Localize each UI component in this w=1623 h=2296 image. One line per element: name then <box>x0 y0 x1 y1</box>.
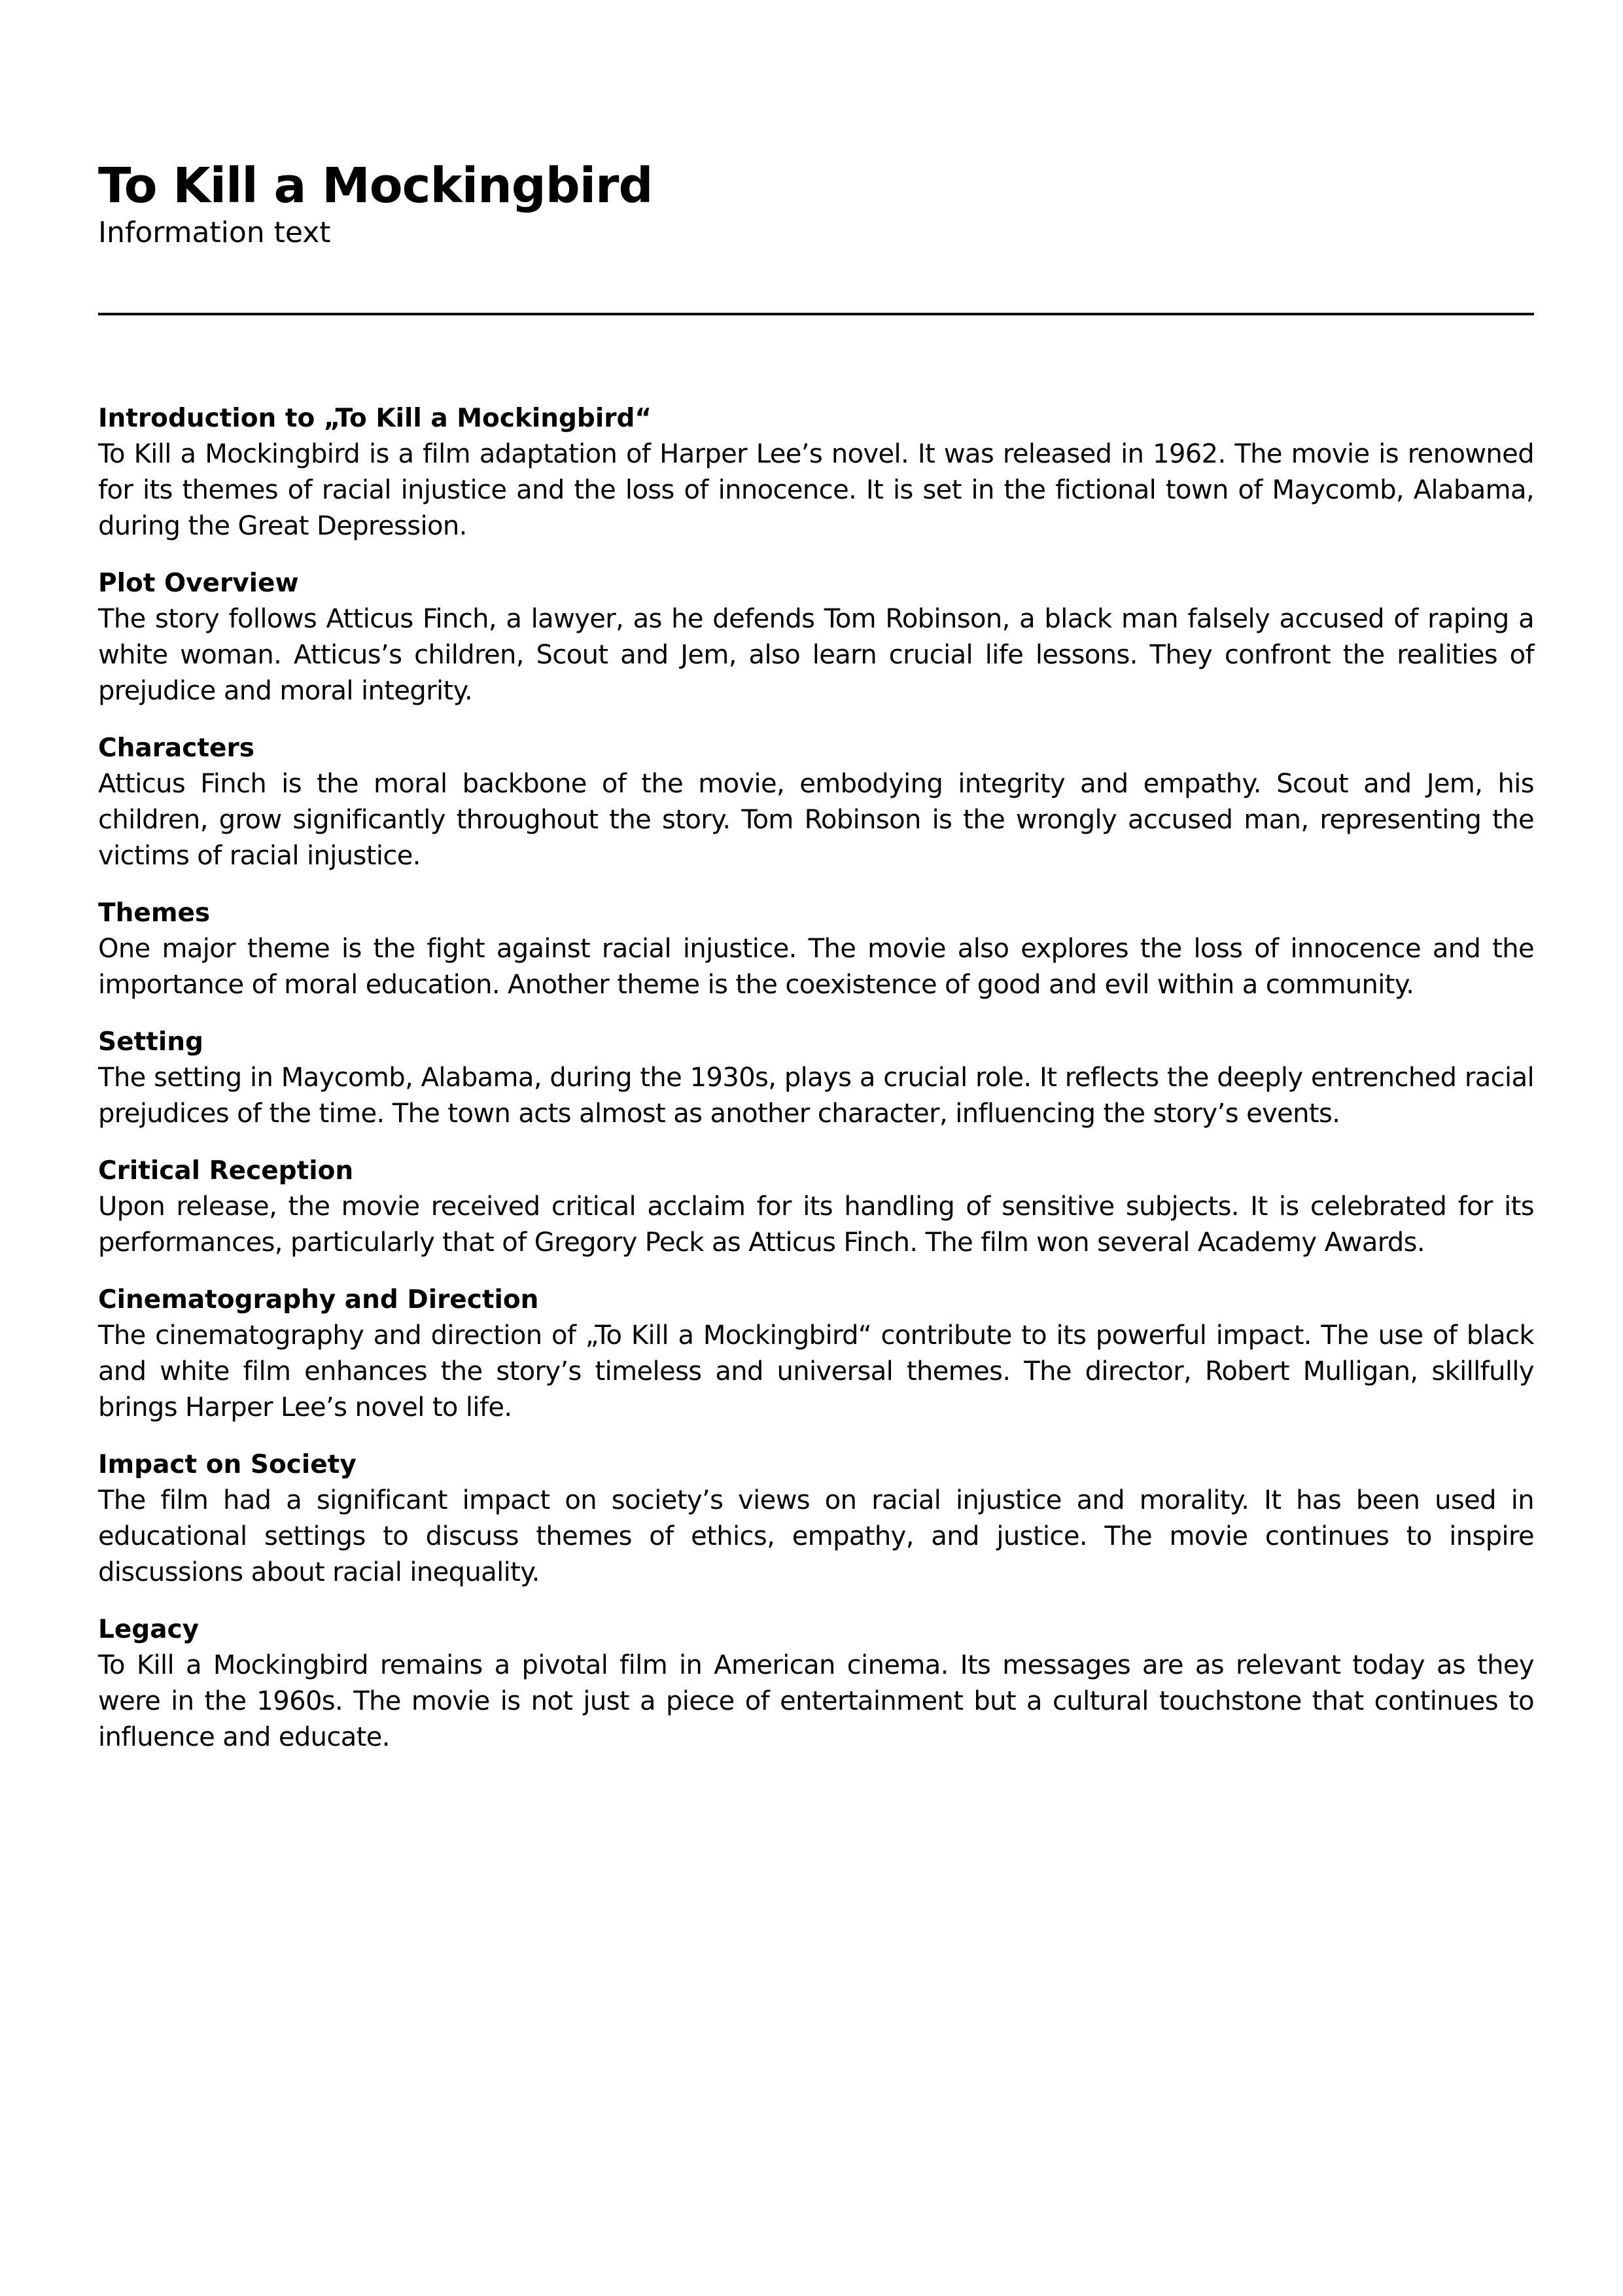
section-heading: Setting <box>98 1027 203 1057</box>
section-body: Atticus Finch is the moral backbone of the movie, embodying integrity and empathy. Scout and Jem, his children, grow significantly throughout the story. Tom Robinson is the wrongly accused man, representing the victims of racial injustice. <box>98 769 1534 871</box>
section-heading: Impact on Society <box>98 1450 357 1479</box>
title-divider <box>98 313 1534 315</box>
section-body: The cinematography and direction of „To Kill a Mockingbird“ contribute to its powerful impact. The use of black and white film enhances the story’s timeless and universal themes. The director, Robert Mulligan, skillfully brings Harper Lee’s novel to life. <box>98 1320 1534 1422</box>
section-heading: Characters <box>98 733 254 763</box>
section-heading: Legacy <box>98 1615 200 1644</box>
section-body: Upon release, the movie received critical acclaim for its handling of sensitive subjects. It is celebrated for its performances, particularly that of Gregory Peck as Atticus Finch. The film won several Academy Awards. <box>98 1192 1534 1258</box>
section-body: To Kill a Mockingbird is a film adaptation of Harper Lee’s novel. It was released in 1962. The movie is renowned for its themes of racial injustice and the loss of innocence. It is set in the fictional town of Maycomb, Alabama, during the Great Depression. <box>98 439 1534 541</box>
document-title: To Kill a Mockingbird <box>98 158 653 214</box>
section-heading: Plot Overview <box>98 569 299 598</box>
section-setting <box>98 1024 1534 1132</box>
section-critical-reception <box>98 1153 1534 1261</box>
section-body: The story follows Atticus Finch, a lawyer, as he defends Tom Robinson, a black man falsely accused of raping a white woman. Atticus’s children, Scout and Jem, also learn crucial life lessons. They confront the realities of prejudice and moral integrity. <box>98 604 1534 706</box>
section-themes <box>98 895 1534 1003</box>
section-cinematography <box>98 1282 1534 1426</box>
section-heading: Cinematography and Direction <box>98 1285 539 1315</box>
document-page <box>98 157 1534 1752</box>
section-heading: Introduction to „To Kill a Mockingbird“ <box>98 404 652 433</box>
section-characters <box>98 730 1534 874</box>
section-body: The setting in Maycomb, Alabama, during the 1930s, plays a crucial role. It reflects the deeply entrenched racial prejudices of the time. The town acts almost as another character, influencing the story’s events. <box>98 1063 1534 1129</box>
section-impact-on-society <box>98 1447 1534 1591</box>
section-legacy <box>98 1612 1534 1756</box>
section-body: The film had a significant impact on society’s views on racial injustice and morality. It has been used in educational settings to discuss themes of ethics, empathy, and justice. The movie continues to inspire discussions about racial inequality. <box>98 1485 1534 1587</box>
document-content <box>98 400 1534 1776</box>
document-subtitle: Information text <box>98 216 331 249</box>
section-plot-overview <box>98 565 1534 709</box>
section-heading: Themes <box>98 898 211 928</box>
section-introduction <box>98 400 1534 544</box>
section-body: One major theme is the fight against racial injustice. The movie also explores the loss of innocence and the importance of moral education. Another theme is the coexistence of good and evil within a community. <box>98 934 1534 1000</box>
section-heading: Critical Reception <box>98 1156 354 1186</box>
section-body: To Kill a Mockingbird remains a pivotal film in American cinema. Its messages are as relevant today as they were in the 1960s. The movie is not just a piece of entertainment but a cultural touchstone that continues to influence and educate. <box>98 1650 1534 1752</box>
